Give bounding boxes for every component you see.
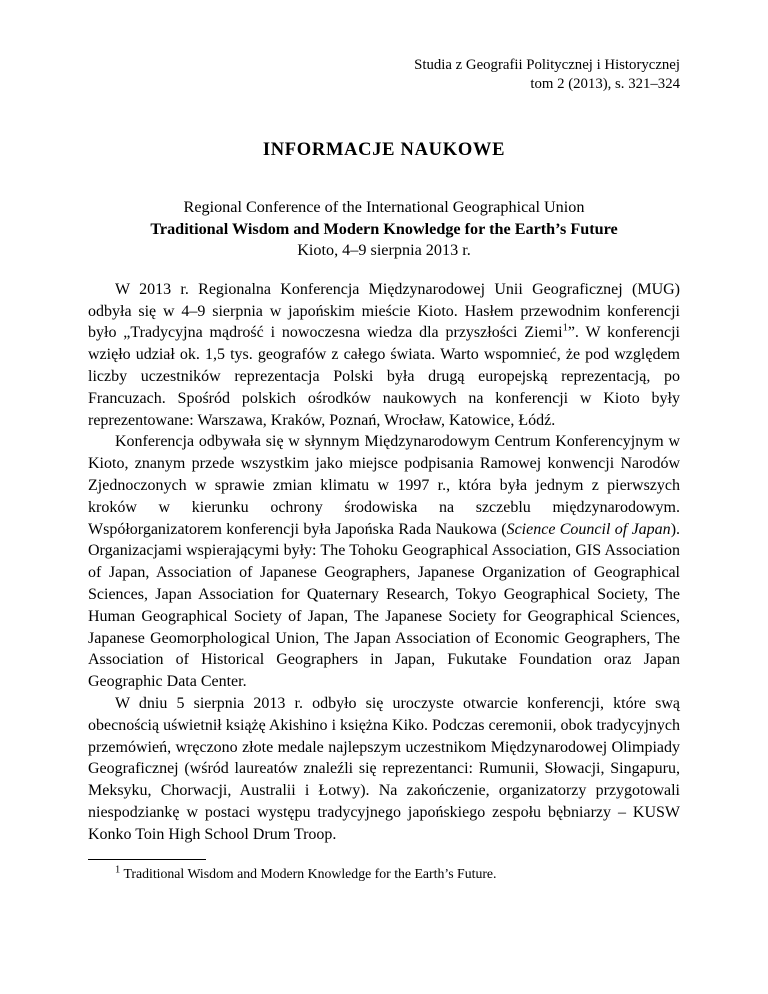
conference-heading-block xyxy=(88,197,680,262)
paragraph-2-text-a: Konferencja odbywała się w słynnym Międzynarodowym Centrum Konferencyjnym w Kioto, znanym przede wszystkim jako miejsce podpisania Ramowej konwencji Narodów Zjednoczonych w sprawie zmian klimatu w 1997 r., która była jednym z pierwszych kroków w kierunku ochrony środowiska na szczeblu międzynarodowym. Współorganizatorem konferencji była Japońska Rada Naukowa ( xyxy=(88,433,680,538)
paragraph-1-text-a: W 2013 r. Regionalna Konferencja Międzynarodowej Unii Geograficznej (MUG) odbyła się w 4–9 sierpnia w japońskim mieście Kioto. Hasłem przewodnim konferencji było „Tradycyjna mądrość i nowoczesna wiedza dla przyszłości Ziemi xyxy=(88,280,680,342)
footnote-block xyxy=(88,859,680,883)
article-body xyxy=(88,279,680,846)
paragraph-2-text-b: ). Organizacjami wspierającymi były: The Tohoku Geographical Association, GIS Association of Japan, Association of Japanese Geographers, Japanese Organization of Geographical Sciences, Japan Association for Quaternary Research, Tokyo Geographical Society, The Human Geographical Society of Japan, The Japanese Society for Geographical Sciences, Japanese Geomorphological Union, The Japan Association of Economic Geographers, The Association of Historical Geographers in Japan, Fukutake Foundation oraz Japan Geographic Data Center. xyxy=(88,520,681,691)
paragraph-3: W dniu 5 sierpnia 2013 r. odbyło się uroczyste otwarcie konferencji, które swą obecnością uświetnił książę Akishino i księżna Kiko. Podczas ceremonii, obok tradycyjnych przemówień, wręczono złote medale najlepszym uczestnikom Międzynarodowej Olimpiady Geograficznej (wśród laureatów znaleźli się reprezentanci: Rumunii, Słowacji, Singapuru, Meksyku, Chorwacji, Australii i Łotwy). Na zakończenie, organizatorzy przygotowali niespodziankę w postaci występu tradycyjnego japońskiego zespołu bębniarzy – KUSW Konko Toin High School Drum Troop. xyxy=(88,694,680,843)
footnote-reference-1: 1 xyxy=(562,323,568,335)
paragraph-1 xyxy=(88,279,680,432)
footnote-1-text: Traditional Wisdom and Modern Knowledge for the Earth’s Future. xyxy=(123,865,497,881)
paragraph-1-text-b: ”. W konferencji wzięło udział ok. 1,5 tys. geografów z całego świata. Warto wspomnieć, że pod względem liczby uczestników reprezentacja Polski była drugą europejską reprezentacją, po Francuzach. Spośród polskich ośrodków naukowych na konferencji w Kioto były reprezentowane: Warszawa, Kraków, Poznań, Wrocław, Katowice, Łódź. xyxy=(88,324,680,429)
footnote-separator-rule xyxy=(88,859,206,860)
journal-title: Studia z Geografii Politycznej i Historycznej xyxy=(414,57,680,73)
section-title: INFORMACJE NAUKOWE xyxy=(262,140,506,160)
journal-running-head xyxy=(88,56,680,94)
conference-theme: Traditional Wisdom and Modern Knowledge for the Earth’s Future xyxy=(150,219,618,238)
journal-issue-pages: tom 2 (2013), s. 321–324 xyxy=(530,76,680,92)
paragraph-2 xyxy=(88,431,680,693)
conference-name: Regional Conference of the International Geographical Union xyxy=(183,198,585,216)
footnote-1 xyxy=(88,865,680,883)
conference-place-date: Kioto, 4–9 sierpnia 2013 r. xyxy=(297,241,471,260)
science-council-italic: Science Council of Japan xyxy=(506,520,671,538)
footnote-1-marker: 1 xyxy=(115,863,121,875)
